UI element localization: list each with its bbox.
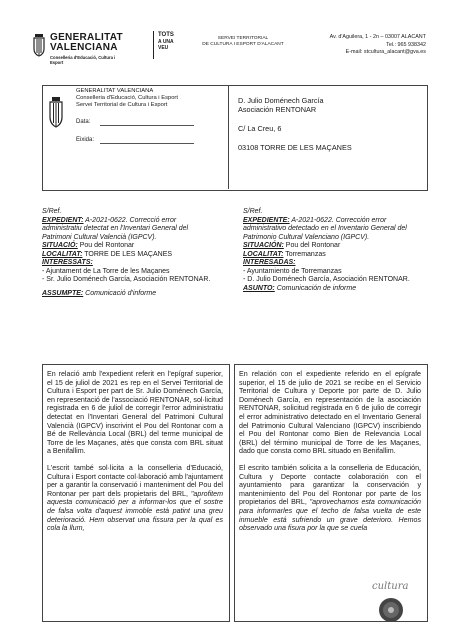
sref: S/Ref. xyxy=(243,208,263,215)
localitat-value: Torremanzas xyxy=(283,250,326,258)
body-quote: "aprofitem aquesta comunicació per a informar-los que el sostre de falsa volta d'aquest immoble està patint una greu deterioració. Hem observat una fissura per la qual es cola la llum, xyxy=(47,489,223,533)
logo-line1: GENERALITAT xyxy=(50,32,123,43)
interesada-1: - Ayuntamiento de Torremanzas xyxy=(243,267,342,275)
reference-spanish xyxy=(243,208,423,293)
sref: S/Ref. xyxy=(42,208,62,215)
expedient-label: EXPEDIENT: xyxy=(42,216,84,224)
data-label: Data: xyxy=(76,119,91,125)
localitat-value: TORRE DE LES MAÇANES xyxy=(82,250,173,258)
assumpte-value: Comunicació d'informe xyxy=(83,289,157,297)
expedient-value: A-2021-0622. Correcció error administratiu detectat en l'Inventari General del Patrimoni Cultural Valencià (IGPCV). xyxy=(42,216,189,241)
logo-divider xyxy=(153,31,154,59)
body-quote: "aprovechamos esta comunicación para informarles que el techo de falsa vuelta de este inmueble está sufriendo un grave deterioro. Hemos observado una fisura por la que se cuela xyxy=(239,498,421,533)
reference-valencian xyxy=(42,208,216,298)
situacion-label: SITUACIÓN: xyxy=(243,242,284,249)
cultura-logo xyxy=(360,581,426,625)
service-line2: DE CULTURA I ESPORT D'ALACANT xyxy=(202,42,284,47)
tots-line2: A UNA xyxy=(158,38,174,45)
expediente-label: EXPEDIENTE: xyxy=(243,216,290,224)
expediente-value: A-2021-0622. Corrección error administrativo detectado en el Inventario General del Patrimonio Cultural Valenciano (IGPCV). xyxy=(243,216,407,241)
interessat-1: - Ajuntament de La Torre de les Maçanes xyxy=(42,267,170,275)
stamp-text xyxy=(76,88,226,109)
body-paragraph-2: L'escrit també sol·licita a la conselleria d'Educació, Cultura i Esport contacte col·laboració amb l'ajuntament per a garantir la conservació i manteniment del Pou del Rontonar per part dels propietaris del BRL, xyxy=(47,463,223,498)
eixida-label: Eixida: xyxy=(76,137,95,143)
eixida-line xyxy=(100,143,194,144)
recipient-org: Asociación RENTONAR xyxy=(238,105,317,114)
asunto-label: ASUNTO: xyxy=(243,284,275,292)
interesadas-label: INTERESADAS: xyxy=(243,259,296,266)
body-paragraph-1: En relació amb l'expedient referit en l'epígraf superior, el 15 de juliol de 2021 es rep en el Servei Territorial de Cultura i Esport per part de Sr. Julio Doménech García, en representació de l'associació RENTONAR, sol·licitud registrada en 6 de juliol de corregir l'error administratiu detectat en l'Inventari General del Patrimoni Cultural Valencià (IGPCV) inscrivint el Pou del Rontonar com a Bé de Rellevància Local (BRL) del terme municipal de Torre de les Maçanes, atès que consta com BRL situat a Benifallim. xyxy=(47,370,223,456)
assumpte-label: ASSUMPTE: xyxy=(42,289,84,297)
recipient-address xyxy=(238,96,418,152)
localitat-label: LOCALITAT: xyxy=(42,250,83,258)
tots-line1: TOTS xyxy=(158,32,174,38)
body-paragraph-2: El escrito también solicita a la conselleria de Educación, Cultura y Deporte contacte colaboración con el ayuntamiento para garantizar la conservación y mantenimiento del Pou del Rontonar por parte de los propietarios del BRL, xyxy=(239,463,421,507)
interessat-2: - Sr. Julio Doménech García, Asociación RENTONAR. xyxy=(42,276,211,283)
recipient-city: 03108 TORRE DE LES MAÇANES xyxy=(238,143,352,152)
situacio-label: SITUACIÓ: xyxy=(42,242,78,249)
stamp-line1: GENERALITAT VALENCIANA xyxy=(76,88,154,94)
body-spanish xyxy=(239,370,421,533)
tots-a-una-veu-logo xyxy=(158,32,174,52)
address-line3: E-mail: stcultura_alacant@gva.es xyxy=(345,49,426,55)
body-valencian xyxy=(47,370,223,533)
service-header xyxy=(198,36,288,48)
gva-logo xyxy=(32,30,142,64)
recipient-name: D. Julio Doménech García xyxy=(238,96,324,105)
logo-sub: Conselleria d'Educació, Cultura i Esport xyxy=(50,55,116,65)
asunto-value: Comunicación de informe xyxy=(274,284,357,292)
recipient-street: C/ La Creu, 6 xyxy=(238,124,282,133)
stamp-line2: Conselleria d'Educació, Cultura i Esport xyxy=(76,95,178,101)
cultura-text: cultura xyxy=(372,581,409,592)
coat-of-arms-icon xyxy=(32,32,46,60)
stamp-line3: Servei Territorial de Cultura i Esport xyxy=(76,102,168,108)
data-line xyxy=(100,125,194,126)
tots-line3: VEU xyxy=(158,45,169,51)
address-block xyxy=(300,34,426,57)
address-line1: Av. d'Aguilera, 1 - 2n – 03007 ALACANT xyxy=(329,34,426,40)
disc-icon xyxy=(378,597,404,623)
coat-of-arms-icon xyxy=(48,95,64,131)
interessats-label: INTERESSATS: xyxy=(42,259,93,266)
situacion-value: Pou del Rontonar xyxy=(283,242,341,249)
service-line1: SERVEI TERRITORIAL xyxy=(217,36,269,41)
stamp-box xyxy=(42,85,229,189)
situacio-value: Pou del Rontonar xyxy=(77,242,135,249)
body-paragraph-1: En relación con el expediente referido en el epígrafe superior, el 15 de julio de 2021 se recibe en el Servicio Territorial de Cultura y Deporte por parte de D. Julio Doménech García, en representación de la asociación RENTONAR, solicitud registrada en 6 de julio de corregir el error administrativo detectado en el Inventario General del Patrimonio Cultural Valenciano (IGPCV) inscribiendo el Pou del Rontonar como Bien de Relevancia Local (BRL) del término municipal de Torre de les Maçanes, dado que consta como BRL situado en Benifallim. xyxy=(239,370,421,456)
logo-line2: VALENCIANA xyxy=(50,42,118,53)
address-line2: Tel.: 965 938342 xyxy=(386,41,426,48)
interesada-2: - D. Julio Doménech García, Asociación RENTONAR. xyxy=(243,276,410,283)
localitat-label: LOCALITAT: xyxy=(243,250,284,258)
